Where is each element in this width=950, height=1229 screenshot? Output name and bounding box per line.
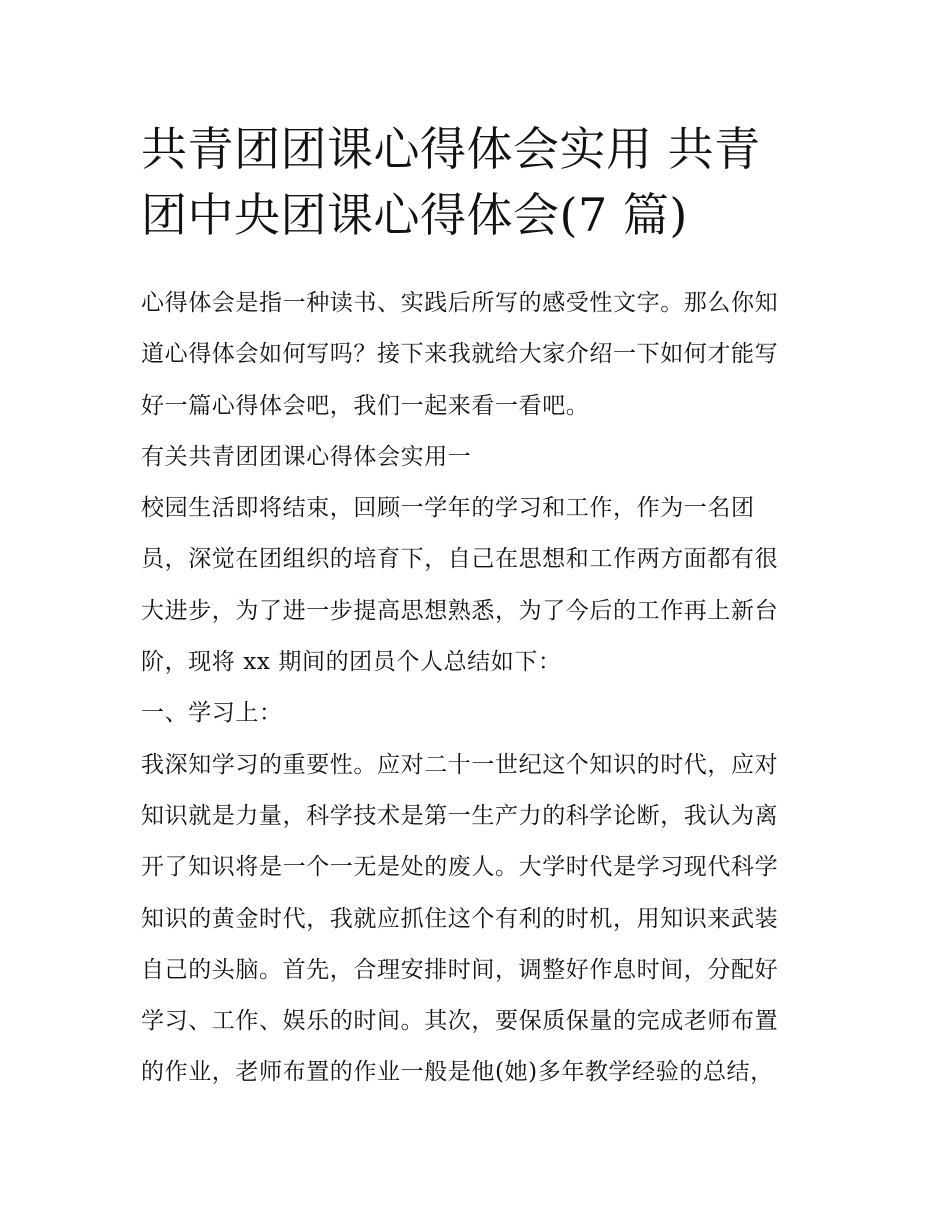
body-line: 阶，现将 xx 期间的团员个人总结如下： — [141, 649, 562, 676]
body-line: 大进步，为了进一步提高思想熟悉，为了今后的工作再上新台 — [141, 597, 779, 624]
body-line: 道心得体会如何写吗？接下来我就给大家介绍一下如何才能写 — [141, 341, 779, 368]
title-line: 共青团团课心得体会实用 共青 — [141, 122, 761, 176]
subsection-heading: 一、学习上： — [141, 700, 283, 727]
body-line: 知识就是力量，科学技术是第一生产力的科学论断，我认为离 — [141, 802, 779, 829]
body-line: 自己的头脑。首先，合理安排时间，调整好作息时间，分配好 — [141, 956, 779, 983]
title-line: 团中央团课心得体会(7 篇) — [141, 188, 688, 242]
body-line: 员，深觉在团组织的培育下，自己在思想和工作两方面都有很 — [141, 546, 779, 573]
body-line: 的作业，老师布置的作业一般是他(她)多年教学经验的总结， — [141, 1059, 774, 1086]
body-line: 我深知学习的重要性。应对二十一世纪这个知识的时代，应对 — [141, 751, 779, 778]
document-body — [141, 278, 813, 1099]
document-title — [141, 116, 813, 248]
body-line: 好一篇心得体会吧，我们一起来看一看吧。 — [141, 392, 590, 419]
body-line: 学习、工作、娱乐的时间。其次，要保质保量的完成老师布置 — [141, 1008, 779, 1035]
body-line: 校园生活即将结束，回顾一学年的学习和工作，作为一名团 — [141, 495, 755, 522]
body-line: 知识的黄金时代，我就应抓住这个有利的时机，用知识来武装 — [141, 905, 779, 932]
body-line: 开了知识将是一个一无是处的废人。大学时代是学习现代科学 — [141, 854, 779, 881]
section-heading: 有关共青团团课心得体会实用一 — [141, 443, 472, 470]
body-line: 心得体会是指一种读书、实践后所写的感受性文字。那么你知 — [141, 290, 779, 316]
